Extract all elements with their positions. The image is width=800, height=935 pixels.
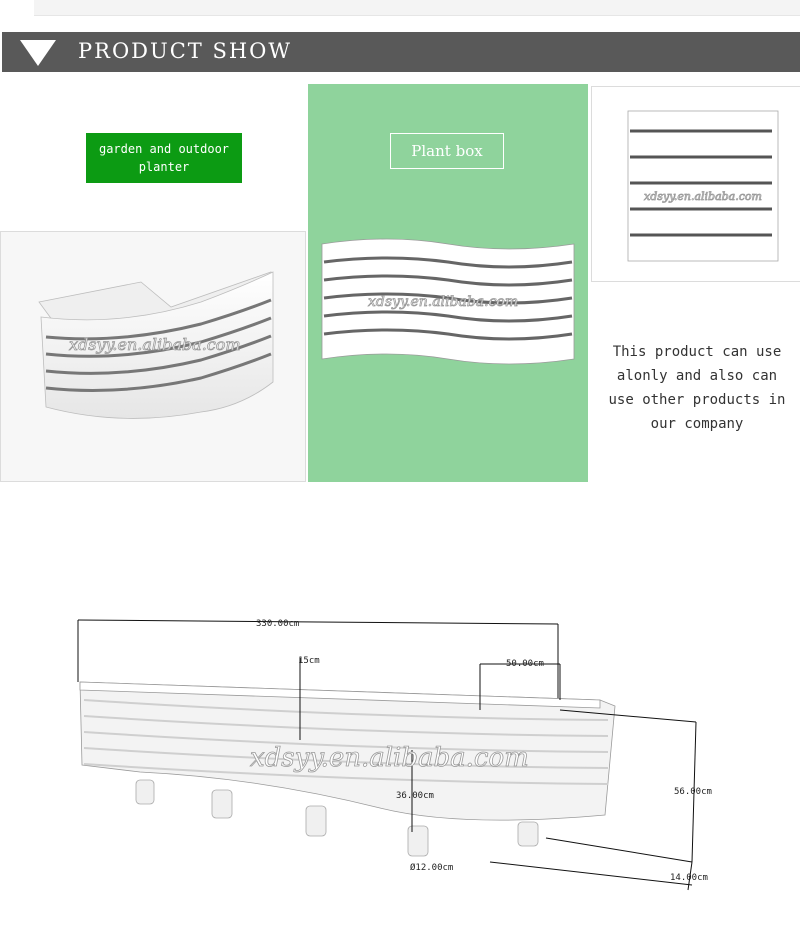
section-header bbox=[2, 32, 800, 72]
dim-leg-diameter: Ø12.00cm bbox=[410, 863, 454, 873]
watermark-text-3: xdsyy.en.alibaba.com bbox=[644, 190, 762, 203]
triangle-down-icon bbox=[20, 40, 56, 66]
garden-planter-text: garden and outdoor planter bbox=[98, 142, 230, 174]
plant-box-text: Plant box bbox=[411, 142, 483, 160]
dim-box-width: 50.00cm bbox=[506, 659, 544, 669]
plant-box-label bbox=[390, 133, 504, 169]
dim-height: 56.00cm bbox=[674, 787, 712, 797]
product-description: This product can use alonly and also can use other products in our company bbox=[608, 344, 786, 432]
garden-planter-label bbox=[86, 133, 242, 183]
dim-depth: 14.00cm bbox=[670, 873, 708, 883]
planter-front-image bbox=[591, 86, 800, 282]
planter-dimension-diagram bbox=[60, 600, 760, 900]
top-strip bbox=[34, 0, 800, 16]
planter-corner-image bbox=[0, 231, 306, 482]
section-title: PRODUCT SHOW bbox=[78, 39, 292, 63]
dim-gap: 15cm bbox=[298, 656, 320, 666]
dim-leg-height: 36.00cm bbox=[396, 791, 434, 801]
watermark-text: xdsyy.en.alibaba.com bbox=[69, 335, 241, 354]
dim-length: 330.00cm bbox=[256, 619, 300, 629]
watermark-text-2: xdsyy.en.alibaba.com bbox=[368, 294, 519, 310]
diagram-watermark: xdsyy.en.alibaba.com bbox=[250, 743, 529, 773]
